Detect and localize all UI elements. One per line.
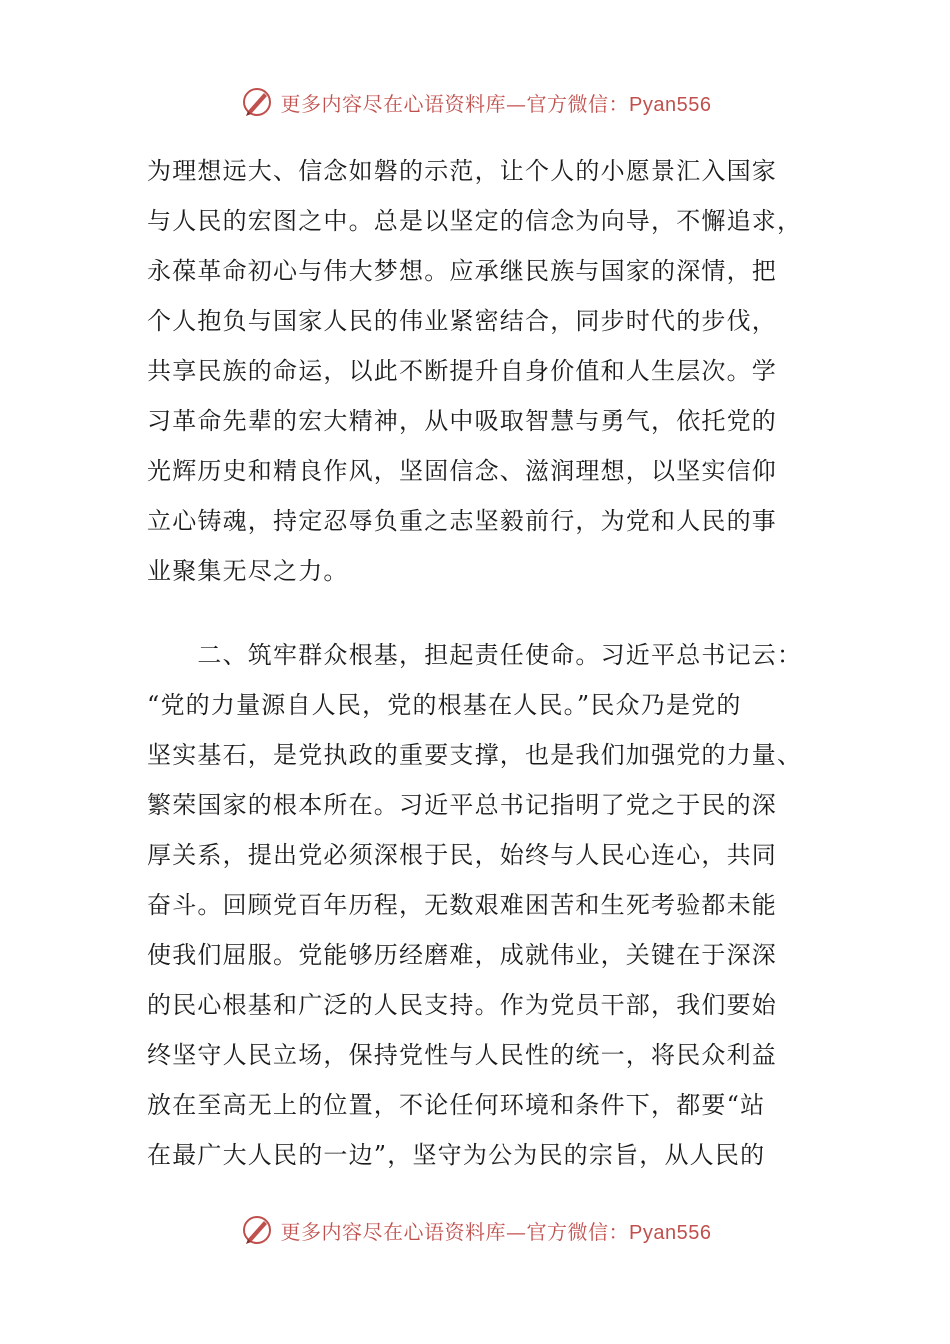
- text-line: 坚实基石，是党执政的重要支撑，也是我们加强党的力量、: [147, 741, 803, 769]
- text-line: 的民心根基和广泛的人民支持。作为党员干部，我们要始: [147, 991, 777, 1019]
- text-line: 在最广大人民的一边”，坚守为公为民的宗旨，从人民的: [147, 1141, 766, 1169]
- text-line: 使我们屈服。党能够历经磨难，成就伟业，关键在于深深: [147, 941, 777, 969]
- banner-text: [281, 88, 712, 117]
- text-line: 永葆革命初心与伟大梦想。应承继民族与国家的深情，把: [147, 257, 777, 285]
- text-line: “党的力量源自人民，党的根基在人民。”民众乃是党的: [147, 691, 742, 719]
- banner-slogan: 更多内容尽在心语资料库—官方微信：: [280, 1219, 630, 1244]
- text-line: 奋斗。回顾党百年历程，无数艰难困苦和生死考验都未能: [147, 891, 777, 919]
- paragraph-spacer: [147, 596, 807, 630]
- document-body: [147, 146, 807, 1180]
- text-line: 繁荣国家的根本所在。习近平总书记指明了党之于民的深: [147, 791, 777, 819]
- text-line: 光辉历史和精良作风，坚固信念、滋润理想，以坚实信仰: [147, 457, 777, 485]
- banner-text: [281, 1216, 712, 1245]
- banner-slogan: 更多内容尽在心语资料库—官方微信：: [280, 91, 630, 116]
- text-line: 个人抱负与国家人民的伟业紧密结合，同步时代的步伐，: [147, 307, 777, 335]
- header-banner: [0, 82, 950, 122]
- text-line: 厚关系，提出党必须深根于民，始终与人民心连心，共同: [147, 841, 777, 869]
- pen-logo-icon: [239, 84, 275, 120]
- text-line: 共享民族的命运，以此不断提升自身价值和人生层次。学: [147, 357, 777, 385]
- banner-wechat-id: Pyan556: [629, 1221, 712, 1244]
- text-line: 立心铸魂，持定忍辱负重之志坚毅前行，为党和人民的事: [147, 507, 777, 535]
- banner-wechat-id: Pyan556: [629, 93, 712, 116]
- text-line: 二、筑牢群众根基，担起责任使命。习近平总书记云：: [147, 641, 803, 669]
- paragraph-1: [147, 146, 807, 596]
- text-line: 与人民的宏图之中。总是以坚定的信念为向导，不懈追求，: [147, 207, 803, 235]
- text-line: 习革命先辈的宏大精神，从中吸取智慧与勇气，依托党的: [147, 407, 777, 435]
- text-line: 放在至高无上的位置，不论任何环境和条件下，都要“站: [147, 1091, 766, 1119]
- paragraph-2: [147, 630, 807, 1180]
- text-line: 为理想远大、信念如磐的示范，让个人的小愿景汇入国家: [147, 157, 777, 185]
- pen-logo-icon: [239, 1212, 275, 1248]
- text-line: 终坚守人民立场，保持党性与人民性的统一，将民众利益: [147, 1041, 777, 1069]
- text-line: 业聚集无尽之力。: [147, 557, 349, 585]
- footer-banner: [0, 1210, 950, 1250]
